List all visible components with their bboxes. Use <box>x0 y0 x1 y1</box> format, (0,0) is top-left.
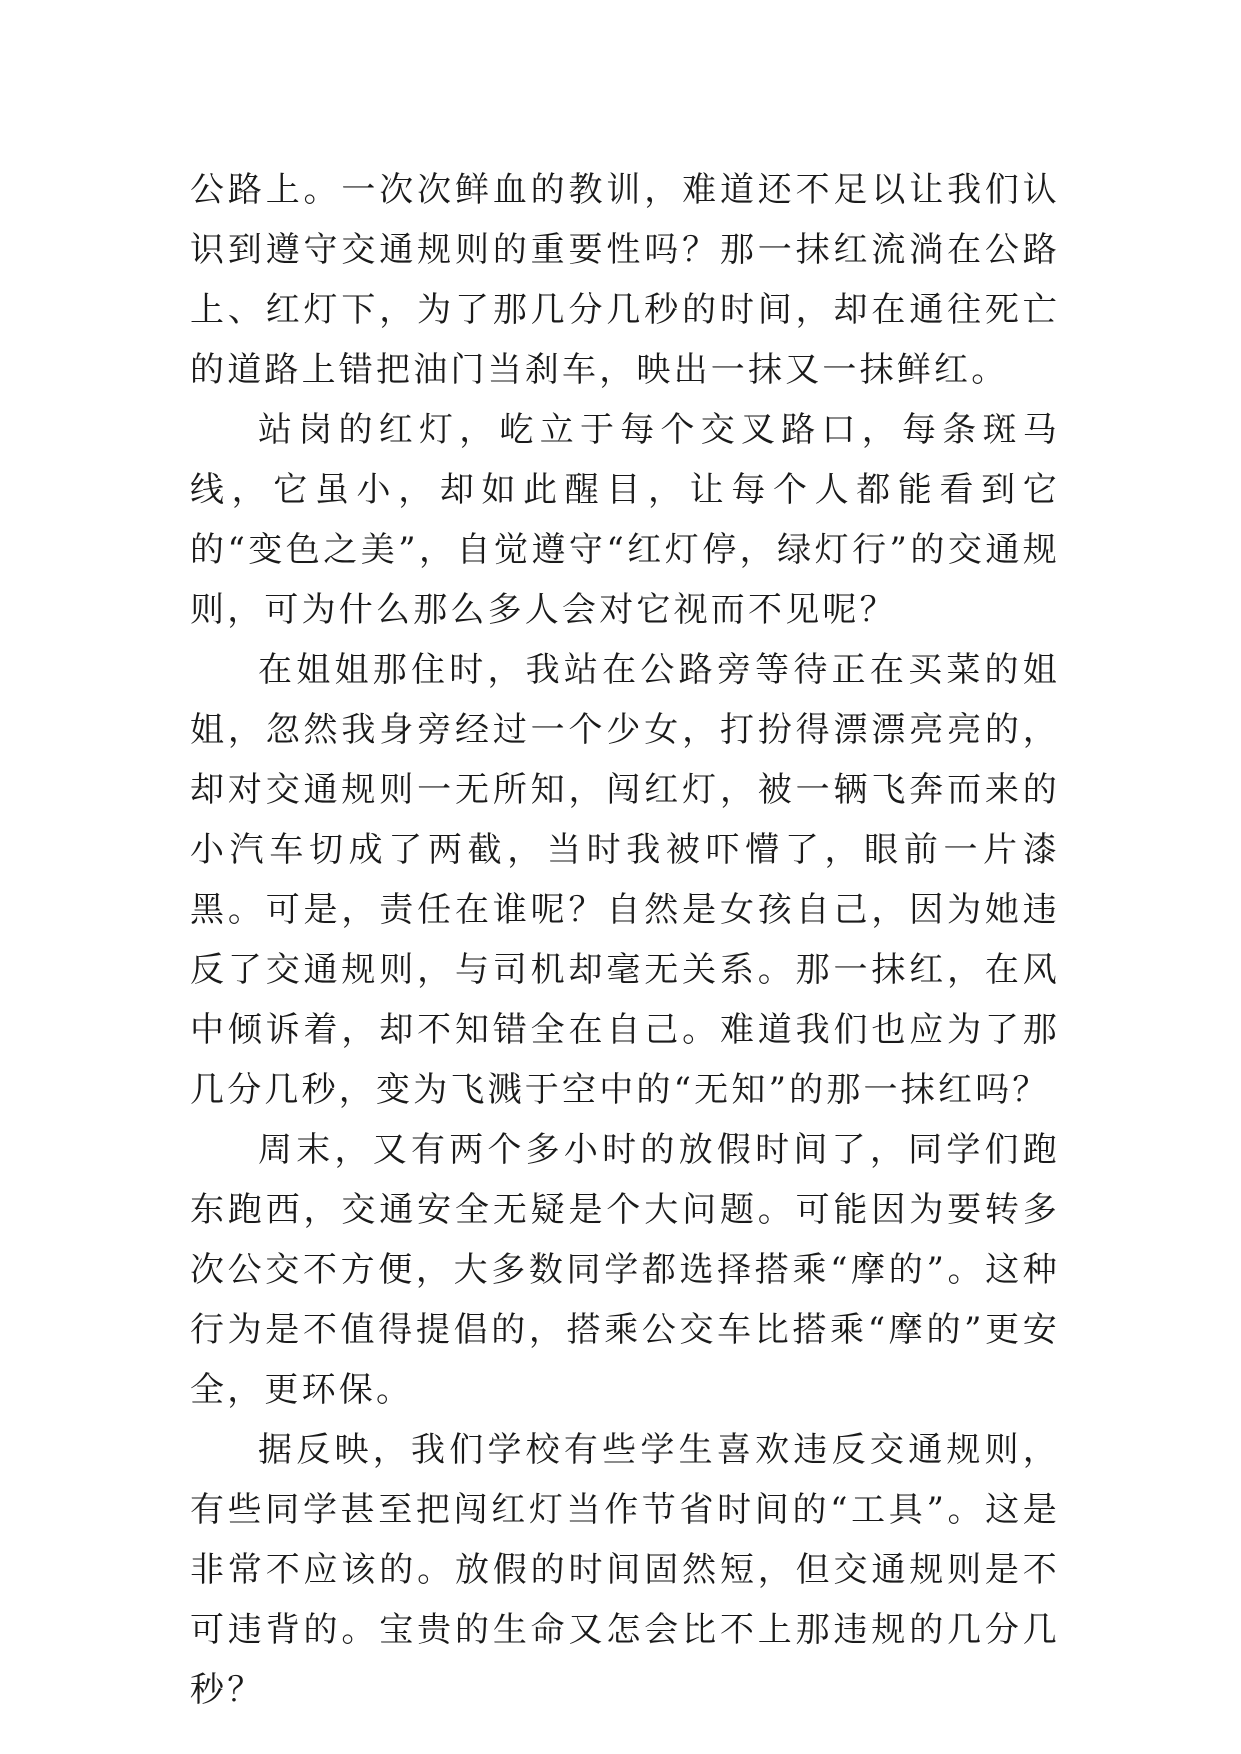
paragraph-4: 周末，又有两个多小时的放假时间了，同学们跑东跑西，交通安全无疑是个大问题。可能因为要转多次公交不方便，大多数同学都选择搭乘“摩的”。这种行为是不值得提倡的，搭乘公交车比搭乘“摩的”更安全，更环保。 <box>190 1130 1060 1410</box>
paragraph-2: 站岗的红灯，屹立于每个交叉路口，每条斑马线，它虽小，却如此醒目，让每个人都能看到它的“变色之美”，自觉遵守“红灯停，绿灯行”的交通规则，可为什么那么多人会对它视而不见呢？ <box>190 410 1060 630</box>
paragraph-5: 据反映，我们学校有些学生喜欢违反交通规则，有些同学甚至把闯红灯当作节省时间的“工具”。这是非常不应该的。放假的时间固然短，但交通规则是不可违背的。宝贵的生命又怎会比不上那违规的几分几秒？ <box>190 1430 1060 1710</box>
document-body <box>190 160 1060 1720</box>
paragraph-3: 在姐姐那住时，我站在公路旁等待正在买菜的姐姐，忽然我身旁经过一个少女，打扮得漂漂亮亮的，却对交通规则一无所知，闯红灯，被一辆飞奔而来的小汽车切成了两截，当时我被吓懵了，眼前一片漆黑。可是，责任在谁呢？自然是女孩自己，因为她违反了交通规则，与司机却毫无关系。那一抹红，在风中倾诉着，却不知错全在自己。难道我们也应为了那几分几秒，变为飞溅于空中的“无知”的那一抹红吗？ <box>190 650 1060 1110</box>
paragraph-1: 公路上。一次次鲜血的教训，难道还不足以让我们认识到遵守交通规则的重要性吗？那一抹红流淌在公路上、红灯下，为了那几分几秒的时间，却在通往死亡的道路上错把油门当刹车，映出一抹又一抹鲜红。 <box>190 170 1060 390</box>
